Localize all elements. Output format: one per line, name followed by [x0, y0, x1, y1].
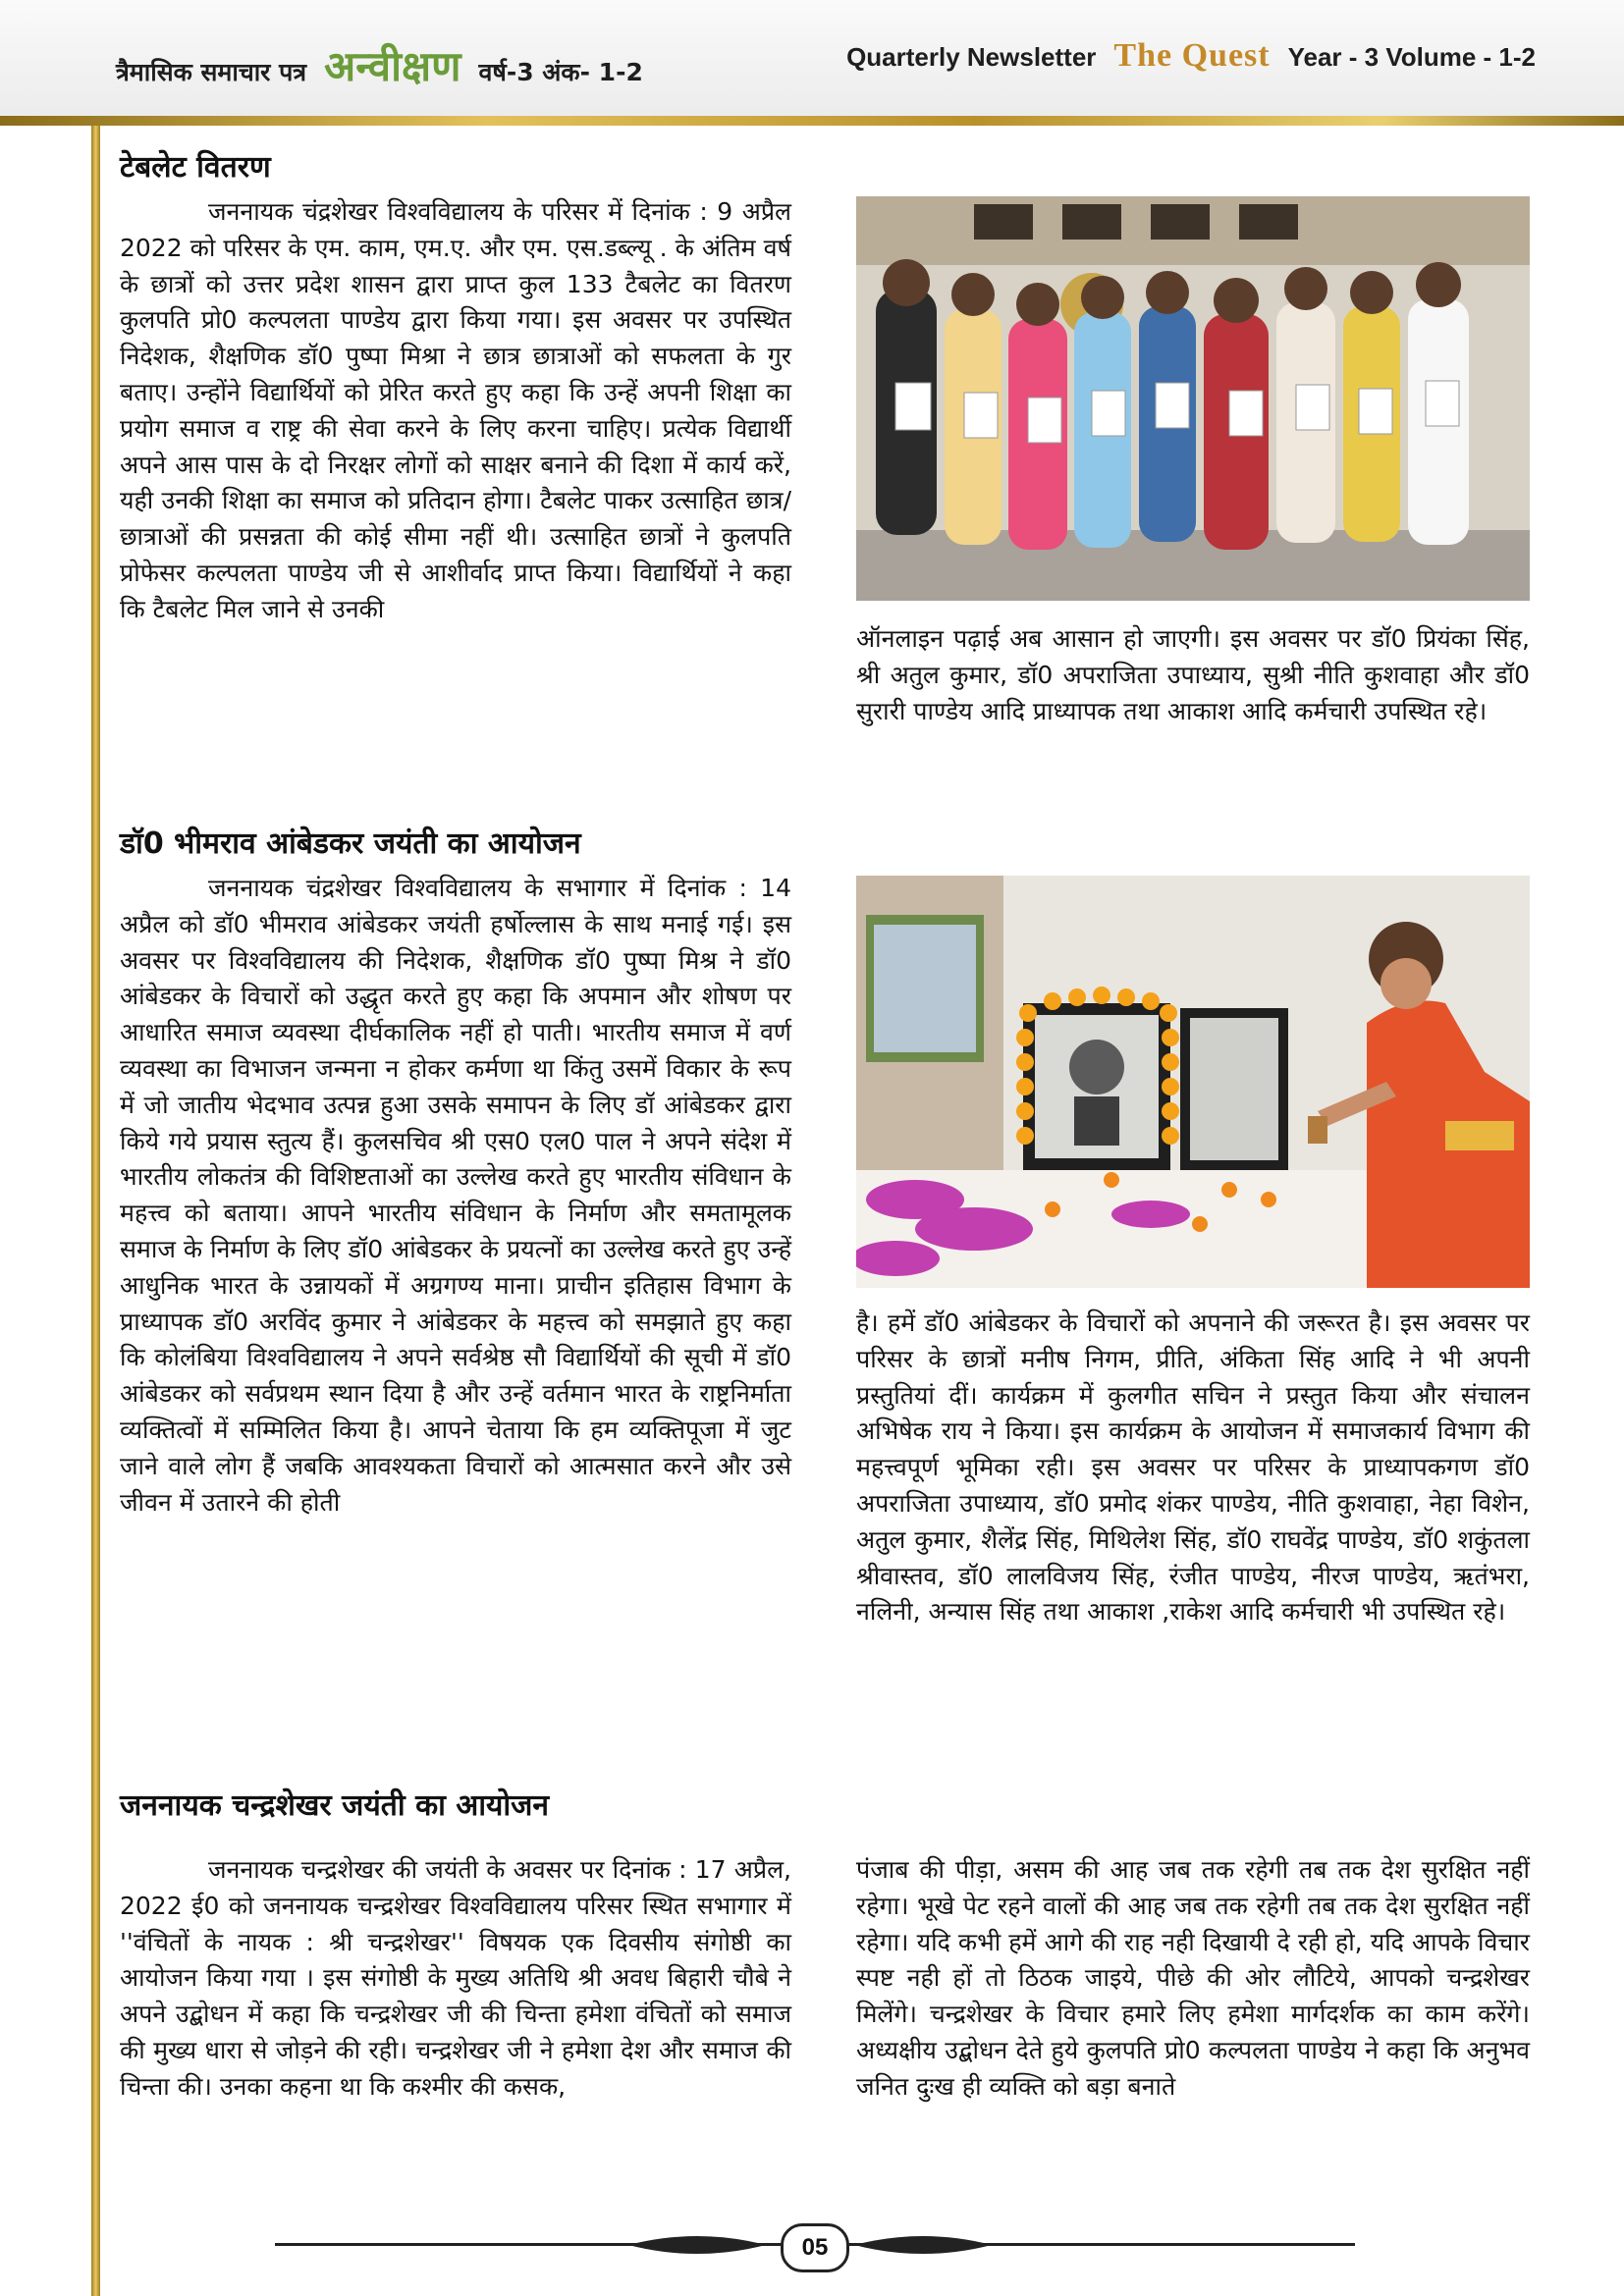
section-ambedkar-right-text: है। हमें डॉ0 आंबेडकर के विचारों को अपनाने की जरूरत है। इस अवसर पर परिसर के छात्रों मनीष निगम, प्रीति, अंकिता सिंह आदि ने भी अपनी प्रस्तुतियां दीं। कार्यक्रम में कुलगीत सचिन ने प्रस्तुत किया और संचालन अभिषेक राय ने किया। इस कार्यक्रम के आयोजन में समाजकार्य विभाग की महत्त्वपूर्ण भूमिका रही। इस अवसर पर परिसर के प्राध्यापकगण डॉ0 अपराजिता उपाध्याय, डॉ0 प्रमोद शंकर पाण्डेय, नीति कुशवाहा, नेहा विशेन, अतुल कुमार, शैलेंद्र सिंह, मिथिलेश सिंह, डॉ0 राघवेंद्र पाण्डेय, डॉ0 शकुंतला श्रीवास्तव, डॉ0 लालविजय सिंह, रंजीत पाण्डेय, नीरज पाण्डेय, ऋतंभरा, नलिनी, अन्यास सिंह तथा आकाश ,राकेश आदि कर्मचारी भी उपस्थित रहे। — [856, 1308, 1530, 1627]
gold-side-bar — [91, 0, 100, 2296]
footer-ornament-right — [854, 2231, 992, 2259]
section-title-chandrashekhar: जननायक चन्द्रशेखर जयंती का आयोजन — [120, 1789, 550, 1823]
header-right-prefix: Quarterly Newsletter — [846, 42, 1097, 72]
section-chandrashekhar-right-text: पंजाब की पीड़ा, असम की आह जब तक रहेगी तब तक देश सुरक्षित नहीं रहेगा। भूखे पेट रहने वालों की आह जब तक रहेगी तब तक देश सुरक्षित नहीं रहेगा। यदि कभी हमें आगे की राह नही दिखायी दे रही हो, यदि आपके विचार स्पष्ट नही हों तो ठिठक जाइये, पीछे की ओर लौटिये, आपको चन्द्रशेखर मिलेंगे। चन्द्रशेखर के विचार हमारे लिए हमेशा मार्गदर्शक का काम करेंगे। अध्यक्षीय उद्बोधन देते हुये कुलपति प्रो0 कल्पलता पाण्डेय ने कहा कि अनुभव जनित दुःख ही व्यक्ति को बड़ा बनाते — [856, 1855, 1530, 2101]
header-left-prefix: त्रैमासिक समाचार पत्र — [116, 58, 307, 86]
ambedkar-tribute-photo — [856, 876, 1530, 1288]
header-issue-english: Year - 3 Volume - 1-2 — [1287, 42, 1536, 72]
header-hindi — [116, 37, 643, 93]
tablet-distribution-photo — [856, 196, 1530, 601]
section-tablet-right-text: ऑनलाइन पढ़ाई अब आसान हो जाएगी। इस अवसर पर डॉ0 प्रियंका सिंह, श्री अतुल कुमार, डॉ0 अपराजिता उपाध्याय, सुश्री नीति कुशवाहा और डॉ0 सुरारी पाण्डेय आदि प्राध्यापक तथा आकाश आदि कर्मचारी उपस्थित रहे। — [856, 624, 1530, 725]
section-tablet-left-text: जननायक चंद्रशेखर विश्वविद्यालय के परिसर में दिनांक : 9 अप्रैल 2022 को परिसर के एम. काम, एम.ए. और एम. एस.डब्ल्यू . के अंतिम वर्ष के छात्रों को उत्तर प्रदेश शासन द्वारा प्राप्त कुल 133 टैबलेट का वितरण कुलपति प्रो0 कल्पलता पाण्डेय द्वारा किया गया। इस अवसर पर उपस्थित निदेशक, शैक्षणिक डॉ0 पुष्पा मिश्रा ने छात्र छात्राओं को सफलता के गुर बताए। उन्होंने विद्यार्थियों को प्रेरित करते हुए कहा कि उन्हें अपनी शिक्षा का प्रयोग समाज व राष्ट्र की सेवा करने के लिए करना चाहिए। प्रत्येक विद्यार्थी अपने आस पास के दो निरक्षर लोगों को साक्षर बनाने की दिशा में कार्य करें, यही उनकी शिक्षा का समाज को प्रतिदान होगा। टैबलेट पाकर उत्साहित छात्र/छात्राओं की प्रसन्नता की कोई सीमा नहीं थी। उत्साहित छात्रों ने कुलपति प्रोफेसर कल्पलता पाण्डेय जी से आशीर्वाद प्राप्त किया। विद्यार्थियों ने कहा कि टैबलेट मिल जाने से उनकी — [120, 197, 791, 623]
page-header — [0, 0, 1624, 116]
section-ambedkar-left-text: जननायक चंद्रशेखर विश्वविद्यालय के सभागार में दिनांक : 14 अप्रैल को डॉ0 भीमराव आंबेडकर जयंती हर्षोल्लास के साथ मनाई गई। इस अवसर पर विश्वविद्यालय की निदेशक, शैक्षणिक डॉ0 पुष्पा मिश्र ने डॉ0 आंबेडकर के विचारों को उद्धृत करते हुए कहा कि अपमान और शोषण पर आधारित समाज व्यवस्था दीर्घकालिक नहीं हो पाती। भारतीय समाज में वर्ण व्यवस्था का विभाजन जन्मना न होकर कर्मणा था किंतु उसमें विकार के रूप में जो जातीय भेदभाव उत्पन्न हुआ उसके समापन के लिए डॉ आंबेडकर द्वारा किये गये प्रयास स्तुत्य हैं। कुलसचिव श्री एस0 एल0 पाल ने अपने संदेश में भारतीय लोकतंत्र की विशिष्टताओं का उल्लेख करते हुए भारतीय संविधान के महत्त्व को बताया। आपने भारतीय संविधान के निर्माण और समतामूलक समाज के निर्माण के लिए डॉ0 आंबेडकर के प्रयत्नों का उल्लेख करते हुए उन्हें आधुनिक भारत के उन्नायकों में अग्रगण्य माना। प्राचीन इतिहास विभाग के प्राध्यापक डॉ0 अरविंद कुमार ने आंबेडकर के महत्त्व को समझाते हुए कहा कि कोलंबिया विश्वविद्यालय ने अपने सर्वश्रेष्ठ सौ विद्यार्थियों की सूची में डॉ0 आंबेडकर को सर्वप्रथम स्थान दिया है और उन्हें वर्तमान भारत के राष्ट्रनिर्माता व्यक्तित्वों में सम्मिलित किया है। आपने चेताया कि हम व्यक्तिपूजा में जुट जाने वाले लोग हैं जबकि आवश्यकता विचारों को आत्मसात करने और उसे जीवन में उतारने की होती — [120, 874, 791, 1517]
footer-ornament-left — [628, 2231, 766, 2259]
header-brand-hindi: अन्वीक्षण — [324, 42, 461, 90]
header-issue-hindi: वर्ष-3 अंक- 1-2 — [478, 58, 643, 86]
section-chandrashekhar-left-text: जननायक चन्द्रशेखर की जयंती के अवसर पर दिनांक : 17 अप्रैल, 2022 ई0 को जननायक चन्द्रशेखर विश्वविद्यालय परिसर स्थित सभागार में ''वंचितों के नायक : श्री चन्द्रशेखर'' विषयक एक दिवसीय संगोष्ठी का आयोजन किया गया । इस संगोष्ठी के मुख्य अतिथि श्री अवध बिहारी चौबे ने अपने उद्बोधन में कहा कि चन्द्रशेखर जी की चिन्ता हमेशा वंचितों को समाज की मुख्य धारा से जोड़ने की रही। चन्द्रशेखर जी ने हमेशा देश और समाज की चिन्ता की। उनका कहना था कि कश्मीर की कसक, — [120, 1855, 791, 2101]
header-english — [846, 37, 1536, 75]
header-gold-bar — [0, 116, 1624, 126]
header-brand-english: The Quest — [1113, 37, 1271, 74]
page-footer — [0, 2214, 1624, 2272]
section-title-ambedkar: डॉ0 भीमराव आंबेडकर जयंती का आयोजन — [120, 827, 581, 861]
page-number: 05 — [781, 2223, 849, 2272]
section-title-tablet: टेबलेट वितरण — [120, 150, 271, 185]
